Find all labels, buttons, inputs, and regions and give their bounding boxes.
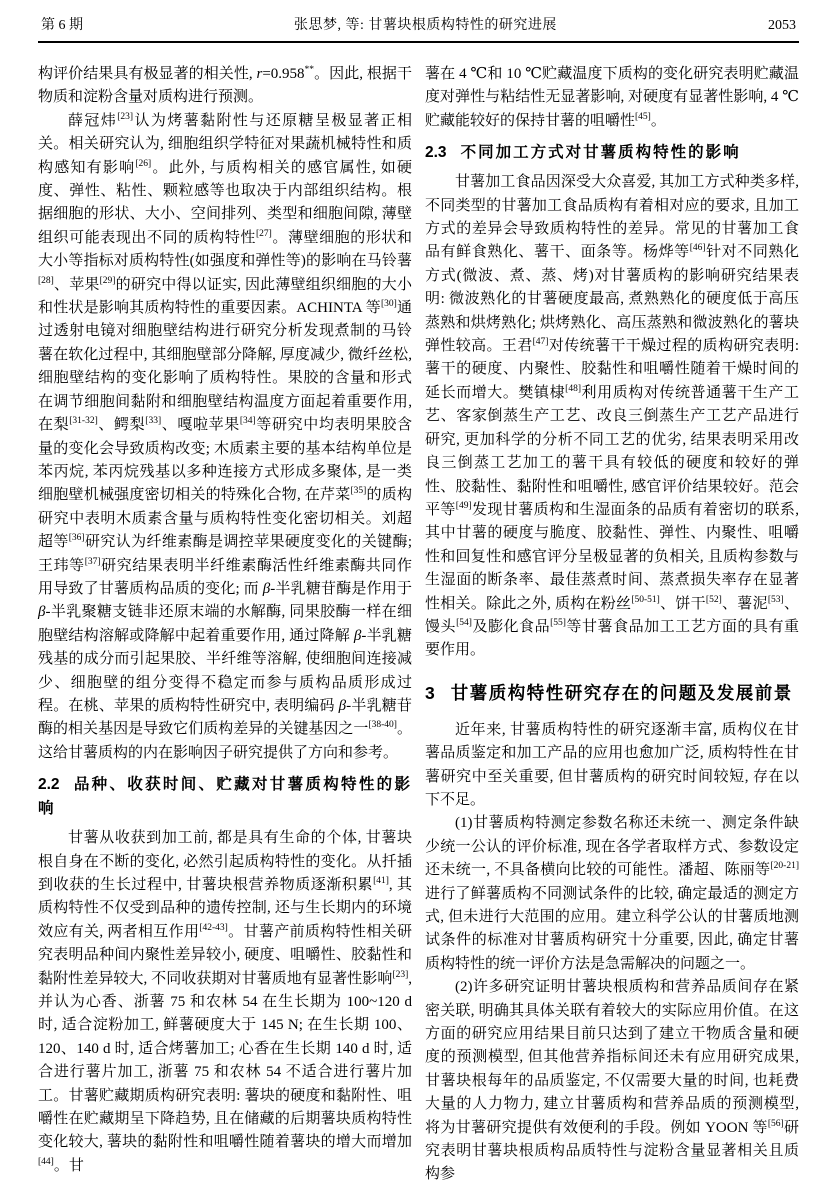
running-title: 张思梦, 等: 甘薯块根质构特性的研究进展 (294, 18, 557, 33)
paragraph: (1)甘薯质构特测定参数名称还未统一、测定条件缺少统一公认的评价标准, 现在各学者取样方式、参数设定还未统一, 不具备横向比较的可能性。潘超、陈丽等[20-21]进行了鲜薯质构不同测试条件的比较, 确定最适的测定方式, 但未进行大范围的应用。建立科学公认的甘薯质地测试条件的标准对甘薯质构研究十分重要, 因此, 确定甘薯质构特性的统一评价方法是急需解决的问题之一。 (425, 815, 799, 972)
section-title: 品种、收获时间、贮藏对甘薯质构特性的影响 (38, 776, 412, 818)
section-heading (425, 141, 799, 165)
paragraph: 近年来, 甘薯质构特性的研究逐渐丰富, 质构仪在甘薯品质鉴定和加工产品的应用也愈加广泛, 质构特性在甘薯研究中至关重要, 但甘薯质构的研究时间较短, 存在以下不足。 (425, 721, 799, 808)
two-column-body (38, 63, 799, 1187)
paragraph: 薛冠炜[23]认为烤薯黏附性与还原糖呈极显著正相关。相关研究认为, 细胞组织学特征对果蔬机械特性和质构感知有影响[26]。此外, 与质构相关的感官属性, 如硬度、弹性、粘性、颗粒感等也取决于内部组织结构。根据细胞的形状、大小、空间排列、类型和细胞间隙, 薄壁组织可能表现出不同的质构特性[27]。薄壁细胞的形状和大小等指标对质构特性(如强度和弹性等)的影响在马铃薯[28]、苹果[29]的研究中得以证实, 因此薄壁组织细胞的大小和性状是影响其质构特性的重要因素。ACHINTA 等[30]通过透射电镜对细胞壁结构进行研究分析发现煮制的马铃薯在软化过程中, 其细胞壁部分降解, 厚度减少, 微纤丝松, 细胞壁结构的变化影响了质构特性。果胶的含量和形式在调节细胞间黏附和细胞壁结构温度方面起着重要作用, 在梨[31-32]、鳄梨[33]、嘎啦苹果[34]等研究中均表明果胶含量的变化会导致质构改变; 木质素主要的基本结构单位是苯丙烷, 苯丙烷残基以多种连接方式形成多聚体, 是一类细胞壁机械强度密切相关的特殊化合物, 在芹菜[35]的质构研究中表明木质素含量与质构特性变化密切相关。刘超超等[36]研究认为纤维素酶是调控苹果硬度变化的关键酶; 王玮等[37]研究结果表明半纤维素酶活性纤维素酶共同作用导致了甘薯质构品质的变化; 而 β-半乳糖苷酶是作用于 β-半乳聚糖支链非还原末端的水解酶, 同果胶酶一样在细胞壁结构溶解或降解中起着重要作用, 通过降解 β-半乳糖残基的成分而引起果胶、半纤维等溶解, 使细胞间连接减少、细胞壁的组分变得不稳定而参与质构品质形成过程。在桃、苹果的质构特性研究中, 表明编码 β-半乳糖苷酶的相关基因是导致它们质构差异的关键基因之一[38-40]。这给甘薯质构的内在影响因子研究提供了方向和参考。 (38, 111, 413, 761)
section-number: 2.2 (38, 776, 60, 794)
section-heading (38, 773, 412, 821)
paragraph: (2)许多研究证明甘薯块根质构和营养品质间存在紧密关联, 明确其具体关联有着较大的实际应用价值。在这方面的研究应用结果目前只达到了建立干物质含量和硬度的预测模型, 但其他营养指标间还未有应用研究成果, 甘薯块根每年的品质鉴定, 不仅需要大量的时间, 也耗费大量的人力物力, 建立甘薯质构和营养品质的预测模型, 将为甘薯研究提供有效便利的手段。例如 YOON 等[56]研究表明甘薯块根质构品质特性与淀粉含量显著相关且质构参 (425, 979, 799, 1183)
section-number: 3 (425, 682, 435, 703)
page-number: 2053 (767, 18, 796, 33)
page-header (38, 10, 799, 41)
right-column (425, 63, 799, 1187)
header-divider (38, 41, 799, 43)
paragraph: 构评价结果具有极显著的相关性, r=0.958**。因此, 根据干物质和淀粉含量对质构进行预测。 (38, 65, 412, 106)
paragraph: 甘薯从收获到加工前, 都是具有生命的个体, 甘薯块根自身在不断的变化, 必然引起质构特性的变化。从扦插到收获的生长过程中, 甘薯块根营养物质逐渐积累[41], 其质构特性不仅受到品种的遗传控制, 还与生长期内的环境效应有关, 两者相互作用[42-43]。甘薯产前质构特性相关研究表明品种间内聚性差异较小, 硬度、咀嚼性、胶黏性和黏附性差异较大, 不同收获期对甘薯质地有显著性影响[23], 并认为心香、浙薯 75 和农林 54 在生长期为 100~120 d 时, 适合淀粉加工, 鲜薯硬度大于 145 N; 在生长期 100、120、140 d 时, 适合烤薯加工; 心香在生长期 140 d 时, 适合进行薯片加工, 浙薯 75 和农林 54 不适合进行薯片加工。甘薯贮藏期质构研究表明: 薯块的硬度和黏附性、咀嚼性在贮藏期呈下降趋势, 且在储藏的后期薯块质构特性变化较大, 薯块的黏附性和咀嚼性随着薯块的增大而增加[44]。甘 (38, 830, 412, 1174)
section-number: 2.3 (425, 144, 447, 162)
paragraph: 薯在 4 ℃和 10 ℃贮藏温度下质构的变化研究表明贮藏温度对弹性与粘结性无显著影响, 对硬度有显著性影响, 4 ℃贮藏能较好的保持甘薯的咀嚼性[45]。 (425, 66, 799, 129)
journal-issue: 第 6 期 (41, 18, 83, 33)
left-column (38, 63, 412, 1187)
section-title: 甘薯质构特性研究存在的问题及发展前景 (450, 682, 793, 703)
section-title: 不同加工方式对甘薯质构特性的影响 (460, 144, 741, 162)
section-heading (425, 679, 799, 707)
paragraph: 甘薯加工食品因深受大众喜爱, 其加工方式种类多样, 不同类型的甘薯加工食品质构有着相对应的要求, 且加工方式的差异会导致质构特性的差异。常见的甘薯加工食品有鲜食熟化、薯干、面条等。杨烨等[46]针对不同熟化方式(微波、煮、蒸、烤)对甘薯质构的影响研究结果表明: 微波熟化的甘薯硬度最高, 煮熟熟化的硬度低于高压蒸熟和烘烤熟化; 烘烤熟化、高压蒸熟和微波熟化的薯块弹性较高。王君[47]对传统薯干干燥过程的质构研究表明: 薯干的硬度、内聚性、胶黏性和咀嚼性随着干燥时间的延长而增大。樊镇棣[48]利用质构对传统普通薯干生产工艺、客家倒蒸生产工艺、改良三倒蒸生产工艺产品进行研究, 更加科学的分析不同工艺的优劣, 结果表明采用改良三倒蒸工艺加工的薯干具有较低的硬度和较好的弹性、胶黏性、黏附性和咀嚼性, 感官评价结果较好。范会平等[49]发现甘薯质构和生湿面条的品质有着密切的联系, 其中甘薯的硬度与脆度、胶黏性、弹性、内聚性、咀嚼性和回复性和感官评分呈极显著的负相关, 且质构参数与生湿面的断条率、最佳蒸煮时间、蒸煮损失率存在显著性相关。除此之外, 质构在粉丝[50-51]、饼干[52]、薯泥[53]、馒头[54]及膨化食品[55]等甘薯食品加工工艺方面的具有重要作用。 (425, 174, 799, 659)
